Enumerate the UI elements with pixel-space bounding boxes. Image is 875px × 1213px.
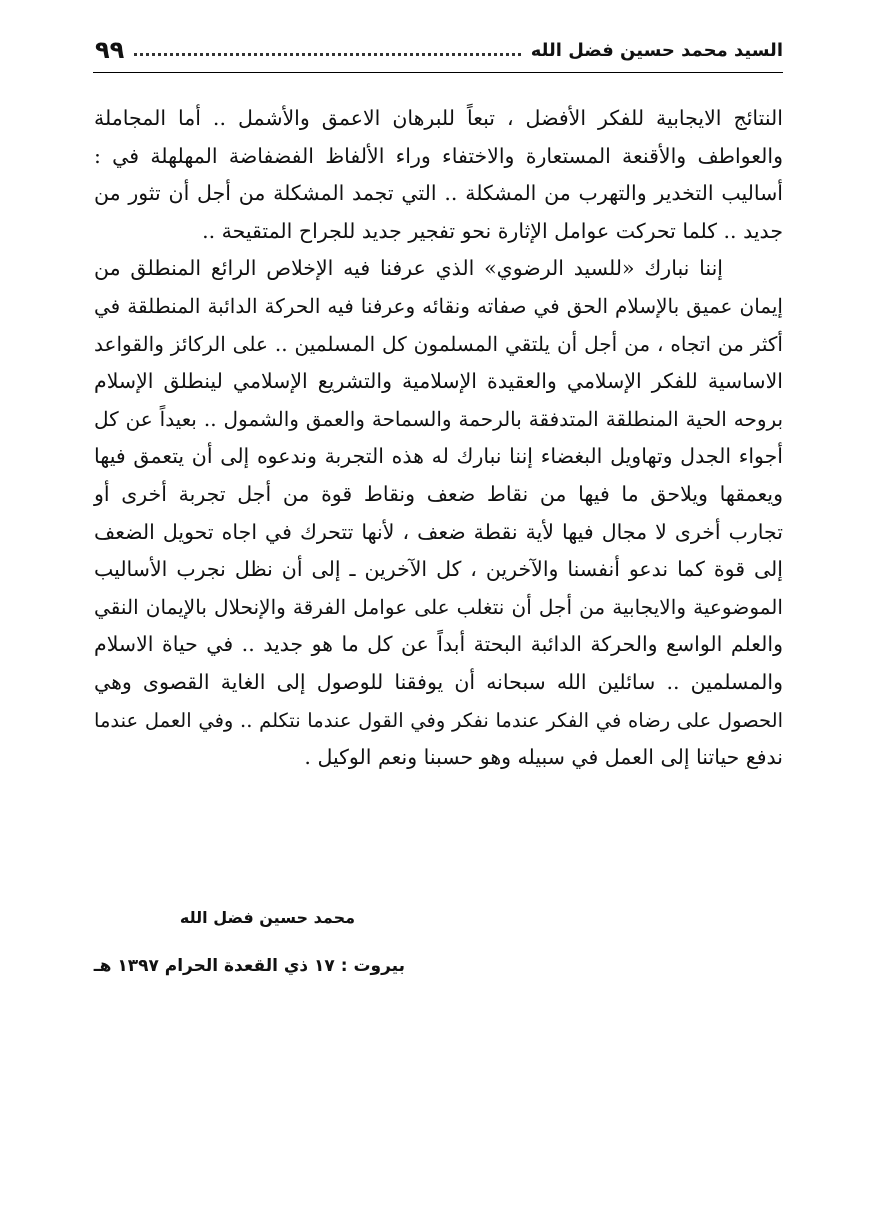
text-line: والعلم الواسع والحركة الدائبة البحتة أبداً عن كل ما هو جديد .. في حياة الاسلام <box>94 632 783 657</box>
text-line: أكثر من اتجاه ، من أجل أن يلتقي المسلمون كل المسلمين .. على الركائز والقواعد <box>94 331 783 356</box>
text-line: إلى قوة كما ندعو أنفسنا والآخرين ، كل الآخرين ـ إلى أن نظل نجرب الأساليب <box>94 557 783 582</box>
text-line: ندفع حياتنا إلى العمل في سبيله وهو حسبنا ونعم الوكيل . <box>304 745 783 770</box>
paragraph-first-line <box>94 250 783 288</box>
text-line: الاساسية للفكر الإسلامي والعقيدة الإسلامية والتشريع الإسلامي لينطلق الإسلام <box>94 369 783 394</box>
body-text <box>94 100 783 777</box>
dateline: بيروت : ١٧ ذي القعدة الحرام ١٣٩٧ هـ <box>93 956 405 976</box>
page-header <box>95 30 783 70</box>
text-line-content: إننا نبارك «للسيد الرضوي» الذي عرفنا فيه الإخلاص الرائع المنطلق من <box>94 256 723 281</box>
header-rule <box>93 72 783 73</box>
text-line: أجواء الجدل وتهاويل البغضاء إننا نبارك له هذه التجربة وندعوه إلى أن يتعمق فيها <box>94 444 783 469</box>
text-line: جديد .. كلما تحركت عوامل الإثارة نحو تفجير جديد للجراح المتقيحة .. <box>202 218 783 243</box>
text-line: والمسلمين .. سائلين الله سبحانه أن يوفقنا للوصول إلى الغاية القصوى وهي <box>94 669 783 694</box>
text-line: والعواطف والأقنعة المستعارة والاختفاء وراء الألفاظ الفضفاضة المهلهلة في : <box>94 143 783 168</box>
text-line: بروحه الحية المنطلقة المتدفقة بالرحمة والسماحة والعمق والشمول .. بعيداً عن كل <box>94 406 783 431</box>
text-line: الموضوعية والايجابية من أجل أن نتغلب على عوامل الفرقة والإنحلال بالإيمان النقي <box>94 594 783 619</box>
leader-dots <box>134 53 520 56</box>
text-line: ويعمقها ويلاحق ما فيها من نقاط ضعف ونقاط قوة من أجل تجربة أخرى أو <box>94 481 783 506</box>
text-line: أساليب التخدير والتهرب من المشكلة .. التي تجمد المشكلة من أجل أن تثور من <box>94 181 783 206</box>
text-line: إيمان عميق بالإسلام الحق في صفاته ونقائه وعرفنا فيه الحركة الدائبة المنطلقة في <box>94 293 783 318</box>
text-line: النتائج الايجابية للفكر الأفضل ، تبعاً للبرهان الاعمق والأشمل .. أما المجاملة <box>94 106 783 130</box>
page-number: ٩٩ <box>95 36 125 64</box>
text-line: الحصول على رضاه في الفكر عندما نفكر وفي القول عندما نتكلم .. وفي العمل عندما <box>94 708 783 732</box>
author-signature: محمد حسين فضل الله <box>179 908 355 927</box>
text-line: تجارب أخرى لا مجال فيها لأية نقطة ضعف ، لأنها تتحرك في اجاه تحويل الضعف <box>94 519 783 544</box>
running-title: السيد محمد حسين فضل الله <box>530 39 783 61</box>
